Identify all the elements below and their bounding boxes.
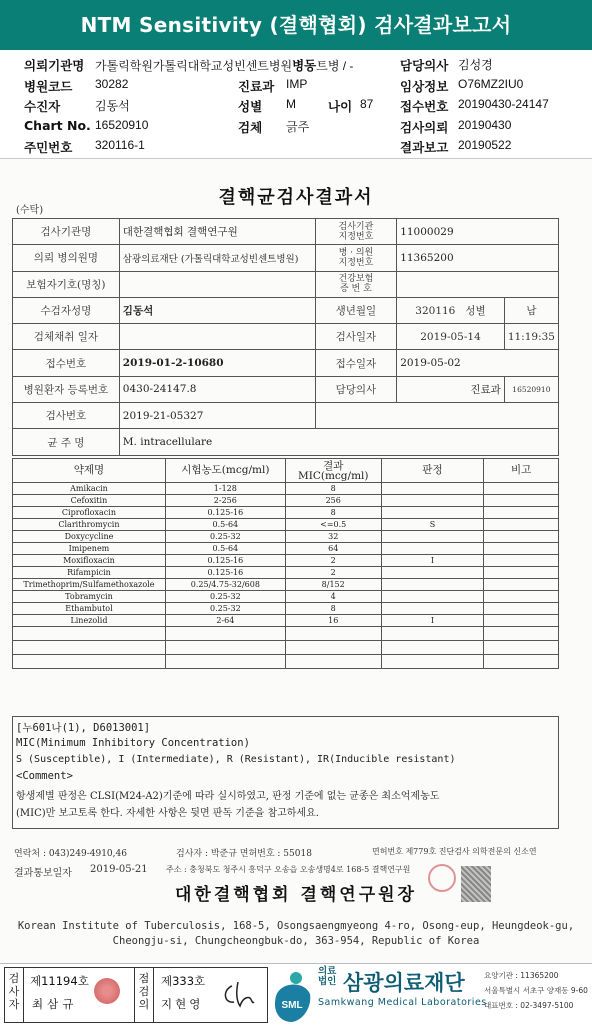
mic-result: <=0.5 — [285, 519, 381, 531]
mic-judgement — [381, 567, 484, 579]
mic-row — [13, 495, 559, 507]
mic-drug: Rifampicin — [13, 567, 166, 579]
institution-value: 가톨릭학원가톨릭대학교성빈센트병원 — [95, 59, 293, 73]
org-name-en: Samkwang Medical Laboratories — [318, 997, 487, 1008]
hospital-designation-label: 병 · 의원 지정번호 — [315, 245, 397, 271]
report-date-label: 결과보고 — [400, 140, 449, 155]
exam-no-label: 검사번호 — [13, 403, 120, 429]
hospital-code-label: 병원코드 — [24, 79, 73, 94]
checker-label: 점 검 의 — [138, 972, 150, 1011]
organism-label: 균 주 명 — [13, 429, 120, 455]
collect-date-label: 검체채취 일자 — [13, 324, 120, 350]
mic-remark — [484, 591, 559, 603]
tester-name: 최삼규 — [32, 997, 78, 1011]
mic-judgement — [381, 591, 484, 603]
doctor-label: 담당의사 — [315, 376, 397, 402]
mic-judgement — [381, 531, 484, 543]
mic-remark — [484, 531, 559, 543]
notes-box — [12, 716, 559, 829]
mic-header-judgement: 판정 — [381, 459, 484, 483]
request-hospital-label: 의뢰 병의원명 — [13, 245, 120, 271]
organism-value: M. intracellulare — [119, 429, 558, 455]
dept-label: 진료과 — [238, 79, 275, 94]
mic-drug: Trimethoprim/Sulfamethoxazole — [13, 579, 166, 591]
insurer-label: 보험자기호(명칭) — [13, 271, 120, 297]
mic-row — [13, 543, 559, 555]
doc-sex-value: 남 — [504, 297, 558, 323]
patient-reg-label: 병원환자 등록번호 — [13, 376, 120, 402]
mic-row — [13, 615, 559, 627]
footer-inspector: 검사자 : 박준규 면허번호 : 55018 — [176, 849, 312, 859]
mic-empty-cell — [484, 641, 559, 655]
notes-line4: 항생제별 판정은 CLSI(M24-A2)기준에 따라 실시하였고, 판정 기준에 없는 균종은 최소억제농도 — [16, 791, 440, 802]
mic-conc: 0.25-32 — [165, 531, 285, 543]
mic-row-empty — [13, 655, 559, 669]
document-title: 결핵균검사결과서 — [218, 187, 374, 208]
exam-date-label: 검사일자 — [315, 324, 397, 350]
header-divider — [0, 158, 592, 159]
mic-empty-cell — [165, 641, 285, 655]
mic-row — [13, 591, 559, 603]
footer-org-en1: Korean Institute of Tuberculosis, 168-5, Osongsaengmyeong 4-ro, Osong-eup, Heungdeok-gu, — [17, 920, 575, 932]
mic-judgement: I — [381, 615, 484, 627]
report-header — [0, 50, 592, 158]
notes-line1: MIC(Minimum Inhibitory Concentration) — [16, 737, 250, 749]
footer-license: 면허번호 제779호 진단검사 의학전문의 신소연 — [372, 847, 537, 856]
mic-drug: Ethambutol — [13, 603, 166, 615]
assignee-value: 김성경 — [458, 58, 493, 72]
age-value: 87 — [360, 97, 374, 111]
mic-result: 8 — [285, 483, 381, 495]
mic-header-drug: 약제명 — [13, 459, 166, 483]
info-table — [12, 218, 559, 456]
birth-date: 320116 — [415, 305, 456, 318]
footer-address: 주소 : 충청북도 청주시 흥덕구 오송읍 오송생명4로 168-5 결핵연구원 — [166, 865, 411, 874]
mic-empty-cell — [285, 655, 381, 669]
org-address: 서울특별시 서초구 양재동 9-60 — [484, 986, 588, 995]
mic-result: 32 — [285, 531, 381, 543]
mic-judgement — [381, 495, 484, 507]
mic-judgement — [381, 579, 484, 591]
mic-result: 8/152 — [285, 579, 381, 591]
mic-result: 4 — [285, 591, 381, 603]
org-name: 삼광의료재단 — [343, 971, 465, 995]
insurance-card-value — [397, 271, 559, 297]
mic-conc: 0.5-64 — [165, 543, 285, 555]
sig-divider-2 — [134, 967, 135, 1023]
mic-empty-cell — [285, 627, 381, 641]
insurer-value — [119, 271, 315, 297]
mic-drug: Doxycycline — [13, 531, 166, 543]
mic-row — [13, 519, 559, 531]
mic-conc: 0.25-32 — [165, 591, 285, 603]
specimen-value: 긁주 — [286, 120, 310, 134]
exam-date-value: 2019-05-14 — [397, 324, 505, 350]
specimen-label: 검체 — [238, 120, 263, 135]
mic-drug: Tobramycin — [13, 591, 166, 603]
doctor-value — [397, 376, 505, 402]
mic-judgement — [381, 543, 484, 555]
mic-conc: 0.25-32 — [165, 603, 285, 615]
receipt-date-value: 2019-05-02 — [397, 350, 559, 376]
mic-judgement — [381, 483, 484, 495]
mic-judgement — [381, 507, 484, 519]
mic-conc: 0.125-16 — [165, 507, 285, 519]
sig-divider-1 — [23, 967, 24, 1023]
sex-value: M — [286, 97, 296, 111]
resident-no-value: 320116-1 — [95, 138, 145, 152]
mic-empty-cell — [285, 641, 381, 655]
doc-sex-label: 성별 — [465, 305, 486, 318]
chart-no-value: 16520910 — [95, 118, 149, 132]
mic-result: 256 — [285, 495, 381, 507]
mic-empty-cell — [381, 655, 484, 669]
mic-drug: Ciprofloxacin — [13, 507, 166, 519]
mic-result: 8 — [285, 507, 381, 519]
request-date-value: 20190430 — [458, 118, 512, 132]
footer-contact: 연락처 : 043)249-4910,46 — [14, 849, 127, 859]
checker-no: 제333호 — [161, 974, 206, 988]
mic-header-result: 결과 MIC(mcg/ml) — [285, 459, 381, 483]
ward-value: 트병 / - — [316, 59, 354, 73]
footer-org-en2: Cheongju-si, Chungcheongbuk-do, 363-954, Republic of Korea — [112, 935, 480, 947]
checker-name: 지현영 — [161, 997, 204, 1011]
mic-row — [13, 483, 559, 495]
footer-notify-date: 2019-05-21 — [90, 864, 148, 875]
mic-remark — [484, 615, 559, 627]
mic-remark — [484, 495, 559, 507]
mic-table — [12, 458, 559, 669]
doc-dept-label: 진료과 — [470, 383, 501, 396]
mic-conc: 0.25/4.75-32/608 — [165, 579, 285, 591]
report-title: NTM Sensitivity (결핵협회) 검사결과보고서 — [0, 0, 592, 50]
patient-reg-value: 0430-24147.8 — [119, 376, 315, 402]
receipt-no-label: 접수번호 — [400, 99, 449, 114]
mic-drug: Cefoxitin — [13, 495, 166, 507]
mic-row — [13, 507, 559, 519]
receipt-copy-label: (수탁) — [16, 205, 44, 216]
mic-empty-cell — [13, 655, 166, 669]
birth-value — [397, 297, 505, 323]
mic-conc: 0.125-16 — [165, 555, 285, 567]
mic-header-conc: 시험농도(mcg/ml) — [165, 459, 285, 483]
notes-line2: S (Susceptible), I (Intermediate), R (Resistant), IR(Inducible resistant) — [16, 754, 456, 765]
sig-divider-3 — [153, 967, 154, 1023]
institution-label: 의뢰기관명 — [24, 58, 85, 73]
exam-no-value: 2019-21-05327 — [119, 403, 315, 429]
tester-label: 검 사 자 — [8, 972, 20, 1011]
mic-judgement: I — [381, 555, 484, 567]
birth-label: 생년월일 — [315, 297, 397, 323]
mic-remark — [484, 507, 559, 519]
mic-judgement — [381, 603, 484, 615]
insurance-card-label: 건강보험 증 번 호 — [315, 271, 397, 297]
clinical-info-label: 임상정보 — [400, 79, 449, 94]
ward-label: 병동 — [292, 58, 317, 73]
org-code: 요양기관 : 11365200 — [484, 971, 559, 980]
tester-no: 제11194호 — [30, 974, 89, 988]
age-label: 나이 — [328, 99, 353, 114]
request-hospital-value: 삼광의료재단 (가톨릭대학교성빈센트병원) — [119, 245, 315, 271]
receipt-date-label: 접수일자 — [315, 350, 397, 376]
resident-no-label: 주민번호 — [24, 140, 73, 155]
mic-conc: 1-128 — [165, 483, 285, 495]
dept-value: IMP — [286, 77, 308, 91]
checker-signature-icon — [218, 978, 262, 1012]
sml-logo-icon — [270, 966, 314, 1024]
assignee-label: 담당의사 — [400, 58, 449, 73]
mic-result: 16 — [285, 615, 381, 627]
hospital-designation-value: 11365200 — [397, 245, 559, 271]
mic-row — [13, 603, 559, 615]
exam-designation-label: 검사기관 지정번호 — [315, 219, 397, 245]
tester-seal-icon — [92, 976, 122, 1006]
mic-result: 8 — [285, 603, 381, 615]
mic-row — [13, 567, 559, 579]
patient-name-label: 수검자성명 — [13, 297, 120, 323]
notes-code: [누601나(1), D6013001] — [16, 722, 151, 734]
mic-remark — [484, 555, 559, 567]
notes-line5: (MIC)만 보고토록 한다. 자세한 사항은 뒷면 판독 기준을 참고하세요. — [16, 808, 319, 819]
doc-receipt-no-label: 접수번호 — [13, 350, 120, 376]
mic-remark — [484, 483, 559, 495]
report-date-value: 20190522 — [458, 138, 512, 152]
exam-time-value: 11:19:35 — [504, 324, 558, 350]
mic-conc: 2-64 — [165, 615, 285, 627]
patient-name-value: 김동석 — [119, 297, 315, 323]
doc-receipt-no-value: 2019-01-2-10680 — [119, 350, 315, 376]
org-phone: 대표번호 : 02-3497-5100 — [484, 1001, 574, 1010]
mic-drug: Clarithromycin — [13, 519, 166, 531]
mic-drug: Linezolid — [13, 615, 166, 627]
mic-conc: 2-256 — [165, 495, 285, 507]
mic-row — [13, 531, 559, 543]
sml-logo-text: SML — [281, 1000, 303, 1011]
mic-judgement: S — [381, 519, 484, 531]
mic-row-empty — [13, 641, 559, 655]
exam-institution-value: 대한결핵협회 결핵연구원 — [119, 219, 315, 245]
mic-empty-cell — [381, 627, 484, 641]
mic-drug: Amikacin — [13, 483, 166, 495]
footer-notify-label: 결과통보일자 — [14, 868, 72, 879]
mic-remark — [484, 543, 559, 555]
mic-drug: Imipenem — [13, 543, 166, 555]
examinee-value: 김동석 — [95, 99, 130, 113]
exam-institution-label: 검사기관명 — [13, 219, 120, 245]
request-date-label: 검사의뢰 — [400, 120, 449, 135]
collect-date-value — [119, 324, 315, 350]
mic-header-remark: 비고 — [484, 459, 559, 483]
mic-empty-cell — [381, 641, 484, 655]
footer-org-ko: 대한결핵협회 결핵연구원장 — [175, 885, 417, 905]
mic-empty-cell — [13, 627, 166, 641]
exam-designation-value: 11000029 — [397, 219, 559, 245]
clinical-info-value: O76MZ2IU0 — [458, 77, 524, 91]
mic-result: 2 — [285, 567, 381, 579]
mic-result: 64 — [285, 543, 381, 555]
chart-no-label: Chart No. — [24, 118, 91, 133]
mic-result: 2 — [285, 555, 381, 567]
doc-dept-value: 16520910 — [504, 376, 558, 402]
mic-conc: 0.5-64 — [165, 519, 285, 531]
mic-row — [13, 555, 559, 567]
mic-remark — [484, 579, 559, 591]
mic-empty-cell — [13, 641, 166, 655]
mic-row-empty — [13, 627, 559, 641]
mic-remark — [484, 603, 559, 615]
mic-drug: Moxifloxacin — [13, 555, 166, 567]
sex-label: 성별 — [238, 99, 263, 114]
hospital-code-value: 30282 — [95, 77, 129, 91]
examinee-label: 수진자 — [24, 99, 61, 114]
mic-conc: 0.125-16 — [165, 567, 285, 579]
mic-table-body — [13, 483, 559, 669]
mic-remark — [484, 567, 559, 579]
mic-row — [13, 579, 559, 591]
mic-remark — [484, 519, 559, 531]
receipt-no-value: 20190430-24147 — [458, 97, 549, 111]
org-prefix: 의료 법인 — [318, 966, 337, 987]
mic-empty-cell — [165, 655, 285, 669]
exam-no-blank — [315, 403, 558, 429]
mic-empty-cell — [165, 627, 285, 641]
notes-line3: <Comment> — [16, 770, 73, 782]
mic-empty-cell — [484, 655, 559, 669]
mic-empty-cell — [484, 627, 559, 641]
